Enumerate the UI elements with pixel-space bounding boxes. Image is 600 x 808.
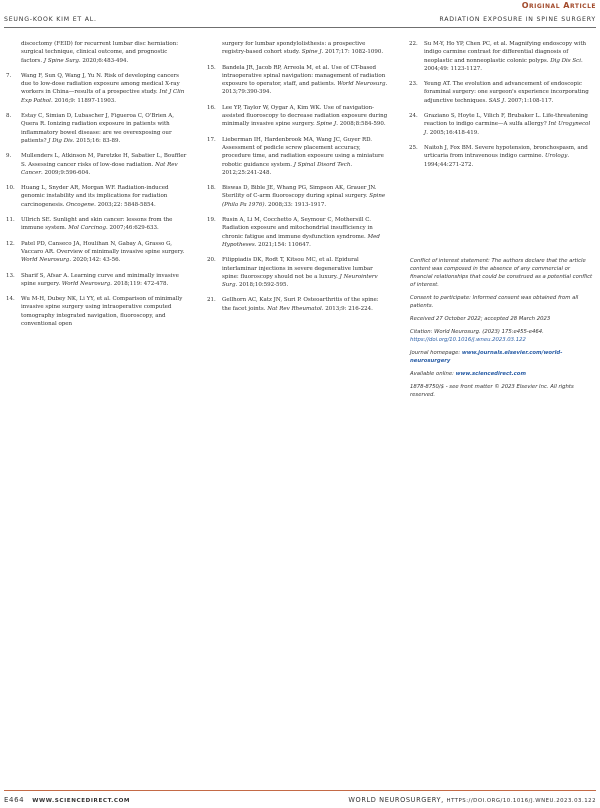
reference-number: 10.: [6, 185, 15, 192]
running-header-topic: RADIATION EXPOSURE IN SPINE SURGERY: [439, 16, 596, 23]
reference-text: discectomy (FEID) for recurrent lumbar disc herniation: surgical technique, clinical outcome, and prognostic factors.: [21, 41, 179, 64]
reference-number: 15.: [207, 64, 216, 71]
footer-doi-link[interactable]: HTTPS://DOI.ORG/10.1016/J.WNEU.2023.03.122: [446, 798, 596, 804]
footer-right: [348, 796, 596, 804]
reference-number: 8.: [6, 113, 12, 120]
reference-journal: World Neurosurg: [21, 257, 70, 264]
received-dates: Received 27 October 2022; accepted 28 March 2023: [410, 316, 551, 322]
reference-text: Naitoh J, Fox BM. Severe hypotension, bronchospasm, and urticaria from intravenous indigo carmine.: [424, 144, 588, 160]
reference-item: [409, 144, 591, 169]
reference-journal: Oncogene: [66, 201, 95, 208]
reference-text: Graziano S, Hoyte L, Vilich F, Brubaker L. Life-threatening reaction to indigo carmine—A sulfa allergy?: [424, 113, 588, 128]
reference-text: Huang L, Snyder AR, Morgan WF. Radiation-induced genomic instability and its implications for radiation carcinogenesis.: [21, 185, 169, 208]
section-label: Original Article: [521, 1, 596, 10]
reference-volume-pages: . 2020;142: 43-56.: [69, 257, 121, 264]
reference-journal: J Spinal Disord Tech: [293, 161, 351, 168]
reference-journal: Int Urogynecol J: [424, 121, 591, 136]
reference-volume-pages: . 2008;8:584-590.: [336, 121, 386, 128]
reference-text: Estay C, Simian D, Lubascher J, Figueroa C, O'Brien A, Quera R. Ionizing radiation exposure in patients with inflammatory bowel disease: are we overexposing our patients?: [21, 113, 175, 144]
reference-journal: Dig Dis Sci: [550, 57, 581, 64]
reference-text: Filippiadis DK, Rodt T, Kitsou MC, et al. Epidural interlaminar injections in severe degenerative lumbar spine: fluoroscopy should not be a luxury.: [222, 257, 373, 280]
reference-text: Wang F, Sun Q, Wang J, Yu N. Risk of developing cancers due to low-dose radiation exposure among medical X-ray workers in China—results of a prospective study.: [21, 72, 180, 96]
reference-volume-pages: . 2004;49: 1123-1127.: [424, 57, 583, 72]
reference-text: Biswas D, Bible JE, Whang PG, Simpson AK, Grauer JN. Sterility of C-arm fluoroscopy during spinal surgery.: [222, 185, 377, 200]
available-block: [410, 370, 593, 378]
reference-item: [207, 64, 389, 97]
conflict-statement: Conflict of interest statement: The authors declare that the article content was composed in the absence of any commercial or financial relationships that could be construed as a potential conflict of interest.: [410, 258, 593, 288]
reference-journal: J Spine Surg: [43, 57, 79, 64]
reference-number: 25.: [409, 144, 418, 151]
reference-volume-pages: . 2016;9: 11897-11903.: [50, 97, 116, 104]
reference-number: 11.: [6, 217, 15, 224]
reference-item: [207, 216, 389, 249]
footer-left: [4, 796, 130, 804]
reference-item: [207, 40, 389, 57]
reference-number: 7.: [6, 72, 12, 79]
header-divider: [4, 27, 596, 28]
homepage-block: [410, 349, 593, 365]
reference-journal: Nat Rev Rheumatol: [267, 305, 322, 312]
reference-item: [207, 184, 389, 209]
issn-copyright: 1878-8750/$ - see front matter © 2023 Elsevier Inc. All rights reserved.: [410, 384, 574, 398]
reference-item: [207, 296, 389, 313]
reference-number: 16.: [207, 104, 216, 111]
reference-item: [409, 40, 591, 73]
reference-volume-pages: . 2009;9:596-604.: [41, 169, 91, 176]
reference-number: 13.: [6, 272, 15, 279]
reference-text: Lieberman IH, Hardenbrook MA, Wang JC, Guyer RD. Assessment of pedicle screw placement accuracy, procedure time, and radiation exposure using a miniature robotic guidance system.: [222, 136, 384, 168]
journal-homepage-link[interactable]: www.journals.elsevier.com/world-neurosurgery: [410, 350, 563, 364]
reference-column-3: [409, 40, 591, 176]
reference-item: [6, 295, 188, 328]
reference-text: Su M-Y, Ho YP, Chen PC, et al. Magnifying endoscopy with indigo carmine contrast for differential diagnosis of neoplastic and nonneoplastic colonic polyps.: [424, 41, 587, 64]
reference-volume-pages: . 2021;154: 110647.: [254, 241, 311, 248]
reference-journal: Mol Carcinog: [68, 225, 106, 232]
reference-text: surgery for lumbar spondylolisthesis: a prospective registry-based cohort study.: [222, 41, 366, 56]
reference-number: 22.: [409, 41, 418, 47]
reference-item: [6, 184, 188, 209]
page-number: E464: [4, 796, 25, 804]
reference-item: [6, 272, 188, 289]
reference-volume-pages: . 2018;10:592-595.: [235, 282, 289, 289]
reference-journal: Nat Rev Cancer: [21, 161, 178, 176]
reference-text: Mullenders L, Atkinson M, Paretzke H, Sabatier L, Bouffler S. Assessing cancer risks of low-dose radiation.: [21, 153, 187, 168]
reference-item: [6, 240, 188, 265]
reference-volume-pages: . 2018;119: 472-478.: [110, 280, 169, 287]
reference-text: Bandela JR, Jacob RP, Arreola M, et al. Use of CT-based intraoperative spinal navigation: management of radiation exposure to operator, staff, and patients.: [222, 64, 386, 88]
available-label: Available online:: [410, 371, 456, 377]
reference-text: Lee YP, Taylor W, Oygar A, Kim WK. Use of navigation-assisted fluoroscopy to decrease radiation exposure during minimally invasive spine surgery.: [222, 104, 388, 128]
reference-number: 20.: [207, 257, 216, 264]
reference-item: [6, 112, 188, 145]
reference-journal: SAS J: [488, 97, 505, 104]
reference-journal: Med Hypotheses: [222, 233, 380, 248]
reference-volume-pages: . 2013;79:390-394.: [222, 81, 388, 96]
reference-volume-pages: . 2015;16: 83-89.: [72, 137, 121, 144]
reference-volume-pages: . 2008;33: 1913-1917.: [264, 201, 327, 208]
reference-journal: Spine J: [301, 49, 322, 56]
reference-item: [6, 40, 188, 65]
reference-column-1: [6, 40, 188, 335]
reference-number: 23.: [409, 81, 418, 88]
sciencedirect-link[interactable]: www.sciencedirect.com: [455, 371, 526, 377]
reference-volume-pages: . 2003;22: 5848-5854.: [94, 201, 156, 208]
reference-item: [6, 152, 188, 177]
reference-number: 24.: [409, 113, 418, 120]
reference-number: 19.: [207, 217, 216, 224]
reference-number: 12.: [6, 240, 15, 247]
reference-volume-pages: . 2017;17: 1082-1090.: [321, 49, 384, 56]
reference-text: Yeung AT. The evolution and advancement of endoscopic foraminal surgery: one surgeon's experience incorporating adjunctive techniques.: [424, 81, 589, 104]
reference-item: [207, 256, 389, 289]
reference-item: [6, 216, 188, 233]
consent-statement: Consent to participate: Informed consent was obtained from all patients.: [410, 295, 579, 309]
doi-link[interactable]: https://doi.org/10.1016/j.wneu.2023.03.122: [410, 337, 526, 343]
reference-journal: World Neurosurg: [337, 81, 386, 88]
running-header-authors: SEUNG-KOOK KIM ET AL.: [4, 16, 97, 23]
reference-volume-pages: . 2020;6:483-494.: [78, 57, 129, 64]
footer-divider: [4, 790, 596, 791]
footer-journal: WORLD NEUROSURGERY,: [348, 796, 444, 804]
reference-text: Rusin A, Li M, Cocchetto A, Seymour C, Mothersill C. Radiation exposure and mitochondrial insufficiency in chronic fatigue and immune dysfunction syndrome.: [222, 217, 373, 240]
reference-item: [409, 112, 591, 137]
reference-number: 21.: [207, 297, 216, 304]
reference-number: 17.: [207, 136, 216, 143]
reference-text: Wu M-H, Dubey NK, Li YY, et al. Comparison of minimally invasive spine surgery using intraoperative computed tomography integrated navigation, fluoroscopy, and conventional open: [21, 296, 183, 328]
reference-journal: Spine J: [316, 121, 337, 128]
reference-text: Sharif S, Afsar A. Learning curve and minimally invasive spine surgery.: [21, 272, 179, 287]
homepage-label: Journal homepage:: [410, 350, 462, 356]
reference-number: 14.: [6, 296, 15, 303]
reference-journal: Spine (Phila Pa 1976): [222, 193, 386, 208]
reference-volume-pages: . 2007;46:629-633.: [106, 225, 159, 232]
reference-number: 9.: [6, 153, 12, 160]
reference-text: Gellhorn AC, Katz JN, Suri P. Osteoarthritis of the spine: the facet joints.: [222, 297, 379, 312]
reference-journal: J Neurointerv Surg: [222, 273, 378, 289]
reference-item: [207, 136, 389, 177]
reference-journal: J Dig Dis: [48, 137, 73, 144]
reference-journal: Int J Clin Exp Pathol: [21, 89, 185, 104]
reference-volume-pages: . 2012;25:241-248.: [222, 161, 353, 176]
citation-block: [410, 328, 593, 344]
reference-text: Ullrich SE. Sunlight and skin cancer: lessons from the immune system.: [21, 217, 173, 232]
reference-volume-pages: . 2005;16:418-419.: [426, 129, 480, 136]
reference-volume-pages: . 2013;9: 216-224.: [321, 305, 373, 312]
reference-item: [409, 80, 591, 105]
reference-volume-pages: . 1994;44:271-272.: [424, 153, 570, 168]
reference-number: 18.: [207, 185, 216, 192]
article-notes: [410, 257, 593, 404]
reference-item: [207, 104, 389, 129]
reference-journal: World Neurosurg: [61, 280, 111, 287]
reference-column-2: [207, 40, 389, 320]
footer-site-link[interactable]: WWW.SCIENCEDIRECT.COM: [32, 798, 131, 804]
reference-text: Patel PD, Canseco JA, Houlihan N, Gabay A, Grasso G, Vaccaro AR. Overview of minimally invasive spine surgery.: [21, 240, 185, 255]
reference-volume-pages: . 2007;1:108-117.: [504, 97, 554, 104]
reference-journal: Urology: [545, 153, 568, 160]
citation-text: Citation: World Neurosurg. (2023) 175:e455-e464.: [410, 329, 544, 335]
reference-item: [6, 72, 188, 105]
